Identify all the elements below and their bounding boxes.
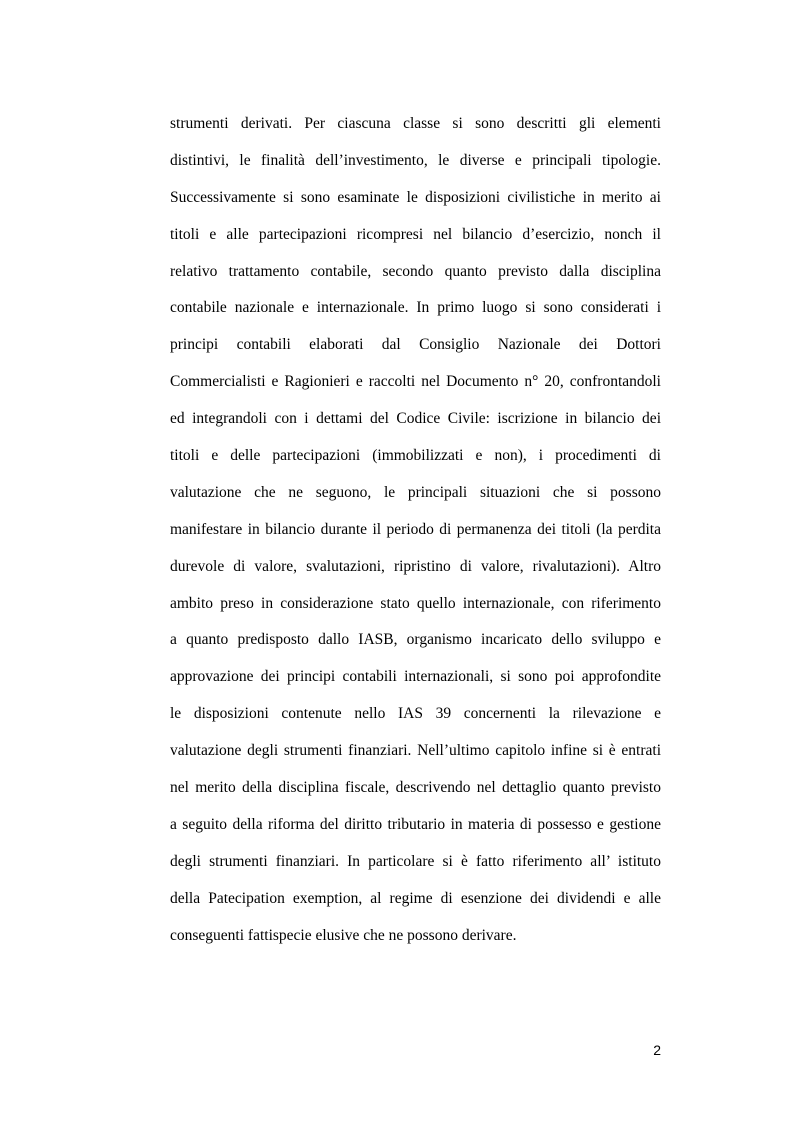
text-line: ambito preso in considerazione stato quello internazionale, con riferimento [170,594,661,612]
text-line: approvazione dei principi contabili internazionali, si sono poi approfondite [170,668,661,686]
text-line: conseguenti fattispecie elusive che ne possono derivare. [170,926,517,944]
text-line: titoli e alle partecipazioni ricompresi nel bilancio d’esercizio, nonch il [170,225,661,243]
text-line: relativo trattamento contabile, secondo quanto previsto dalla disciplina [170,262,661,280]
text-line: principi contabili elaborati dal Consiglio Nazionale dei Dottori [170,336,661,354]
text-line: contabile nazionale e internazionale. In primo luogo si sono considerati i [170,299,661,317]
text-line: della Patecipation exemption, al regime di esenzione dei dividendi e alle [170,889,661,907]
text-line: Commercialisti e Ragionieri e raccolti nel Documento n° 20, confrontandoli [170,373,661,391]
text-line: distintivi, le finalità dell’investimento, le diverse e principali tipologie. [170,151,661,169]
page-number: 2 [653,1042,661,1058]
text-line: durevole di valore, svalutazioni, ripristino di valore, rivalutazioni). Altro [170,557,661,575]
text-line: nel merito della disciplina fiscale, descrivendo nel dettaglio quanto previsto [170,779,661,797]
text-line: le disposizioni contenute nello IAS 39 concernenti la rilevazione e [170,705,661,723]
text-line: degli strumenti finanziari. In particolare si è fatto riferimento all’ istituto [170,852,661,870]
text-line: titoli e delle partecipazioni (immobilizzati e non), i procedimenti di [170,447,661,465]
text-line: a seguito della riforma del diritto tributario in materia di possesso e gestione [170,815,661,833]
body-paragraph [170,110,661,958]
text-line: strumenti derivati. Per ciascuna classe si sono descritti gli elementi [170,115,661,132]
text-line: Successivamente si sono esaminate le disposizioni civilistiche in merito ai [170,188,661,206]
text-line: valutazione degli strumenti finanziari. Nell’ultimo capitolo infine si è entrati [170,742,661,760]
text-line: a quanto predisposto dallo IASB, organismo incaricato dello sviluppo e [170,631,661,649]
text-line: valutazione che ne seguono, le principali situazioni che si possono [170,483,661,501]
text-line: manifestare in bilancio durante il periodo di permanenza dei titoli (la perdita [170,520,661,538]
text-line: ed integrandoli con i dettami del Codice Civile: iscrizione in bilancio dei [170,410,661,428]
